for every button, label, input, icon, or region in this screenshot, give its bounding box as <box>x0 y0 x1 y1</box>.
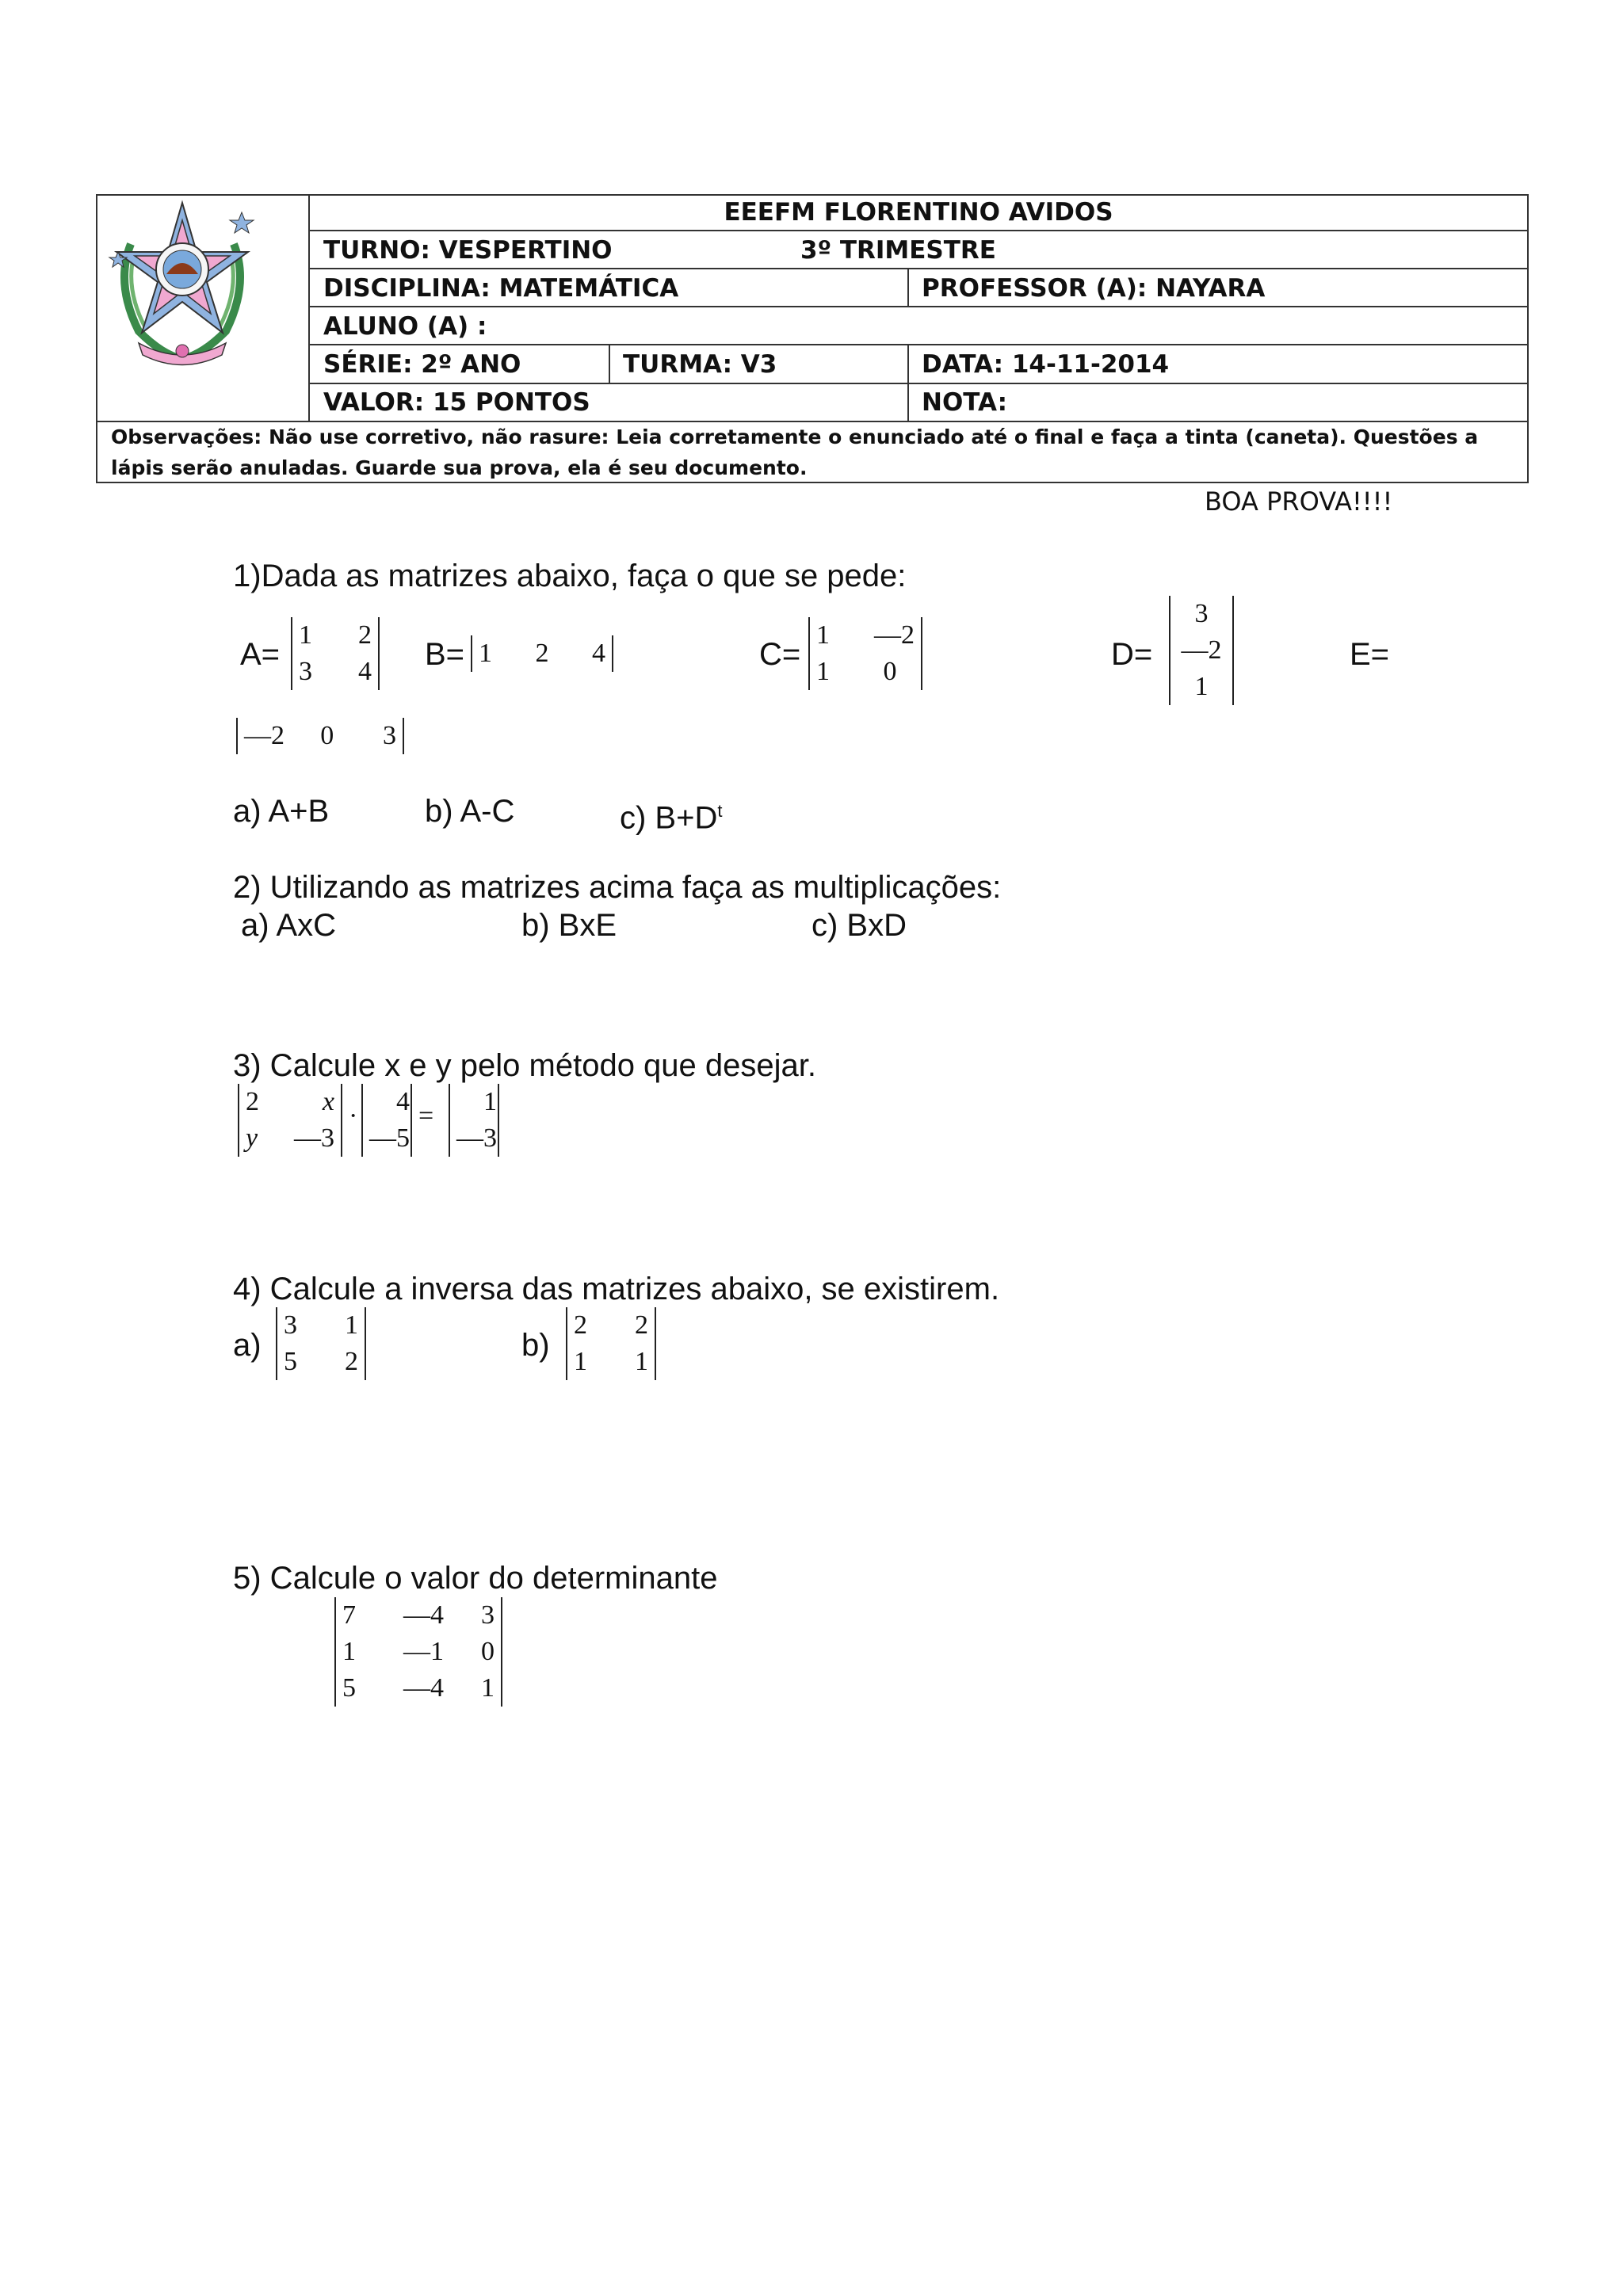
question-1-prompt: 1)Dada as matrizes abaixo, faça o que se pede: <box>233 559 907 593</box>
matrix-a-label: A= <box>240 637 281 672</box>
nota-field: NOTA: <box>922 388 1008 417</box>
matrix-cell: —3 <box>456 1123 497 1153</box>
matrix-cell: 4 <box>358 657 372 686</box>
matrix-cell: 4 <box>396 1087 410 1116</box>
matrix-cell: 2 <box>635 1310 648 1340</box>
matrix-xy <box>238 1084 342 1157</box>
matrix-cell: —2 <box>1181 635 1222 665</box>
question-2-item-a: a) AxC <box>241 908 337 943</box>
professor-field: PROFESSOR (A): NAYARA <box>922 274 1266 303</box>
matrix-cell: x <box>322 1087 334 1116</box>
serie-field: SÉRIE: 2º ANO <box>323 350 521 379</box>
matrix-cell: 1 <box>479 639 492 668</box>
question-1-item-a: a) A+B <box>233 794 330 829</box>
coat-of-arms-logo <box>107 196 258 371</box>
question-1-item-b: b) A-C <box>425 794 515 829</box>
matrix-cell: 1 <box>483 1087 497 1116</box>
question-4-label-b: b) <box>521 1328 550 1363</box>
matrix-cell: —4 <box>403 1600 444 1630</box>
matrix-vector <box>361 1084 412 1157</box>
trimestre-field: 3º TRIMESTRE <box>800 236 996 265</box>
matrix-b-label: B= <box>425 637 465 672</box>
header-rule <box>609 344 610 383</box>
matrix-cell: 3 <box>481 1600 495 1630</box>
matrix-determinant <box>334 1597 502 1707</box>
matrix-cell: —1 <box>403 1637 444 1666</box>
matrix-cell: —5 <box>369 1123 410 1153</box>
matrix-cell: 1 <box>299 620 312 650</box>
aluno-field: ALUNO (A) : <box>323 312 487 341</box>
matrix-cell: 1 <box>1194 672 1209 701</box>
matrix-a <box>291 617 380 690</box>
matrix-cell: 1 <box>342 1637 356 1666</box>
matrix-cell: 2 <box>574 1310 587 1340</box>
disciplina-field: DISCIPLINA: MATEMÁTICA <box>323 274 679 303</box>
matrix-c-label: C= <box>759 637 801 672</box>
matrix-cell: 1 <box>816 657 830 686</box>
matrix-cell: 3 <box>299 657 312 686</box>
matrix-c <box>808 617 922 690</box>
matrix-cell: —2 <box>874 620 915 650</box>
header-rule <box>907 344 909 421</box>
question-1-item-c <box>620 792 722 837</box>
question-4-prompt: 4) Calcule a inversa das matrizes abaixo, se existirem. <box>233 1272 1000 1306</box>
matrix-cell: 1 <box>574 1347 587 1376</box>
matrix-cell: 1 <box>635 1347 648 1376</box>
matrix-result <box>449 1084 499 1157</box>
header-rule <box>308 306 1529 307</box>
matrix-d <box>1169 596 1234 705</box>
question-5-prompt: 5) Calcule o valor do determinante <box>233 1561 718 1596</box>
header-rule <box>308 344 1529 345</box>
question-4-label-a: a) <box>233 1328 262 1363</box>
transpose-superscript: t <box>717 801 723 821</box>
matrix-cell: 2 <box>358 620 372 650</box>
matrix-cell: 0 <box>320 721 334 750</box>
greeting: BOA PROVA!!!! <box>1205 486 1393 517</box>
school-name: EEEFM FLORENTINO AVIDOS <box>724 198 1113 227</box>
matrix-e <box>236 718 404 754</box>
matrix-cell: 3 <box>383 721 396 750</box>
matrix-cell: —3 <box>294 1123 334 1153</box>
data-field: DATA: 14-11-2014 <box>922 350 1170 379</box>
matrix-cell: 2 <box>535 639 549 668</box>
header-rule <box>907 268 909 306</box>
question-2-item-c: c) BxD <box>812 908 907 943</box>
matrix-cell: 7 <box>342 1600 356 1630</box>
question-2-prompt: 2) Utilizando as matrizes acima faça as multiplicações: <box>233 870 1002 905</box>
matrix-cell: 2 <box>345 1347 358 1376</box>
turno-field: TURNO: VESPERTINO <box>323 236 613 265</box>
header-rule <box>308 268 1529 269</box>
question-3-prompt: 3) Calcule x e y pelo método que desejar. <box>233 1048 816 1083</box>
question-2-item-b: b) BxE <box>521 908 617 943</box>
valor-field: VALOR: 15 PONTOS <box>323 388 590 417</box>
matrix-cell: 0 <box>883 657 897 686</box>
matrix-inverse-a <box>276 1307 366 1380</box>
item-c-text: c) B+D <box>620 800 718 836</box>
matrix-cell: 4 <box>591 639 605 668</box>
header-rule <box>308 383 1529 384</box>
equals-sign: = <box>418 1101 434 1131</box>
matrix-cell: 1 <box>481 1673 495 1703</box>
matrix-d-label: D= <box>1111 637 1153 672</box>
matrix-cell: 1 <box>345 1310 358 1340</box>
matrix-cell: —4 <box>403 1673 444 1703</box>
matrix-b <box>471 635 613 672</box>
matrix-cell: 3 <box>1194 599 1209 628</box>
matrix-cell: 1 <box>816 620 830 650</box>
matrix-cell: 3 <box>284 1310 297 1340</box>
turma-field: TURMA: V3 <box>623 350 777 379</box>
multiplication-dot: · <box>349 1101 358 1131</box>
matrix-cell: 5 <box>342 1673 356 1703</box>
matrix-cell: 5 <box>284 1347 297 1376</box>
matrix-e-label: E= <box>1350 637 1390 672</box>
observations-note: Observações: Não use corretivo, não rasure: Leia corretamente o enunciado até o final e faça a tinta (caneta). Questões a lápis serão anuladas. Guarde sua prova, ela é seu documento. <box>111 425 1479 479</box>
matrix-cell: 2 <box>246 1087 259 1116</box>
matrix-cell: y <box>246 1123 258 1153</box>
matrix-cell: —2 <box>244 721 285 750</box>
matrix-cell: 0 <box>481 1637 495 1666</box>
header-rule <box>308 230 1529 231</box>
matrix-inverse-b <box>566 1307 656 1380</box>
